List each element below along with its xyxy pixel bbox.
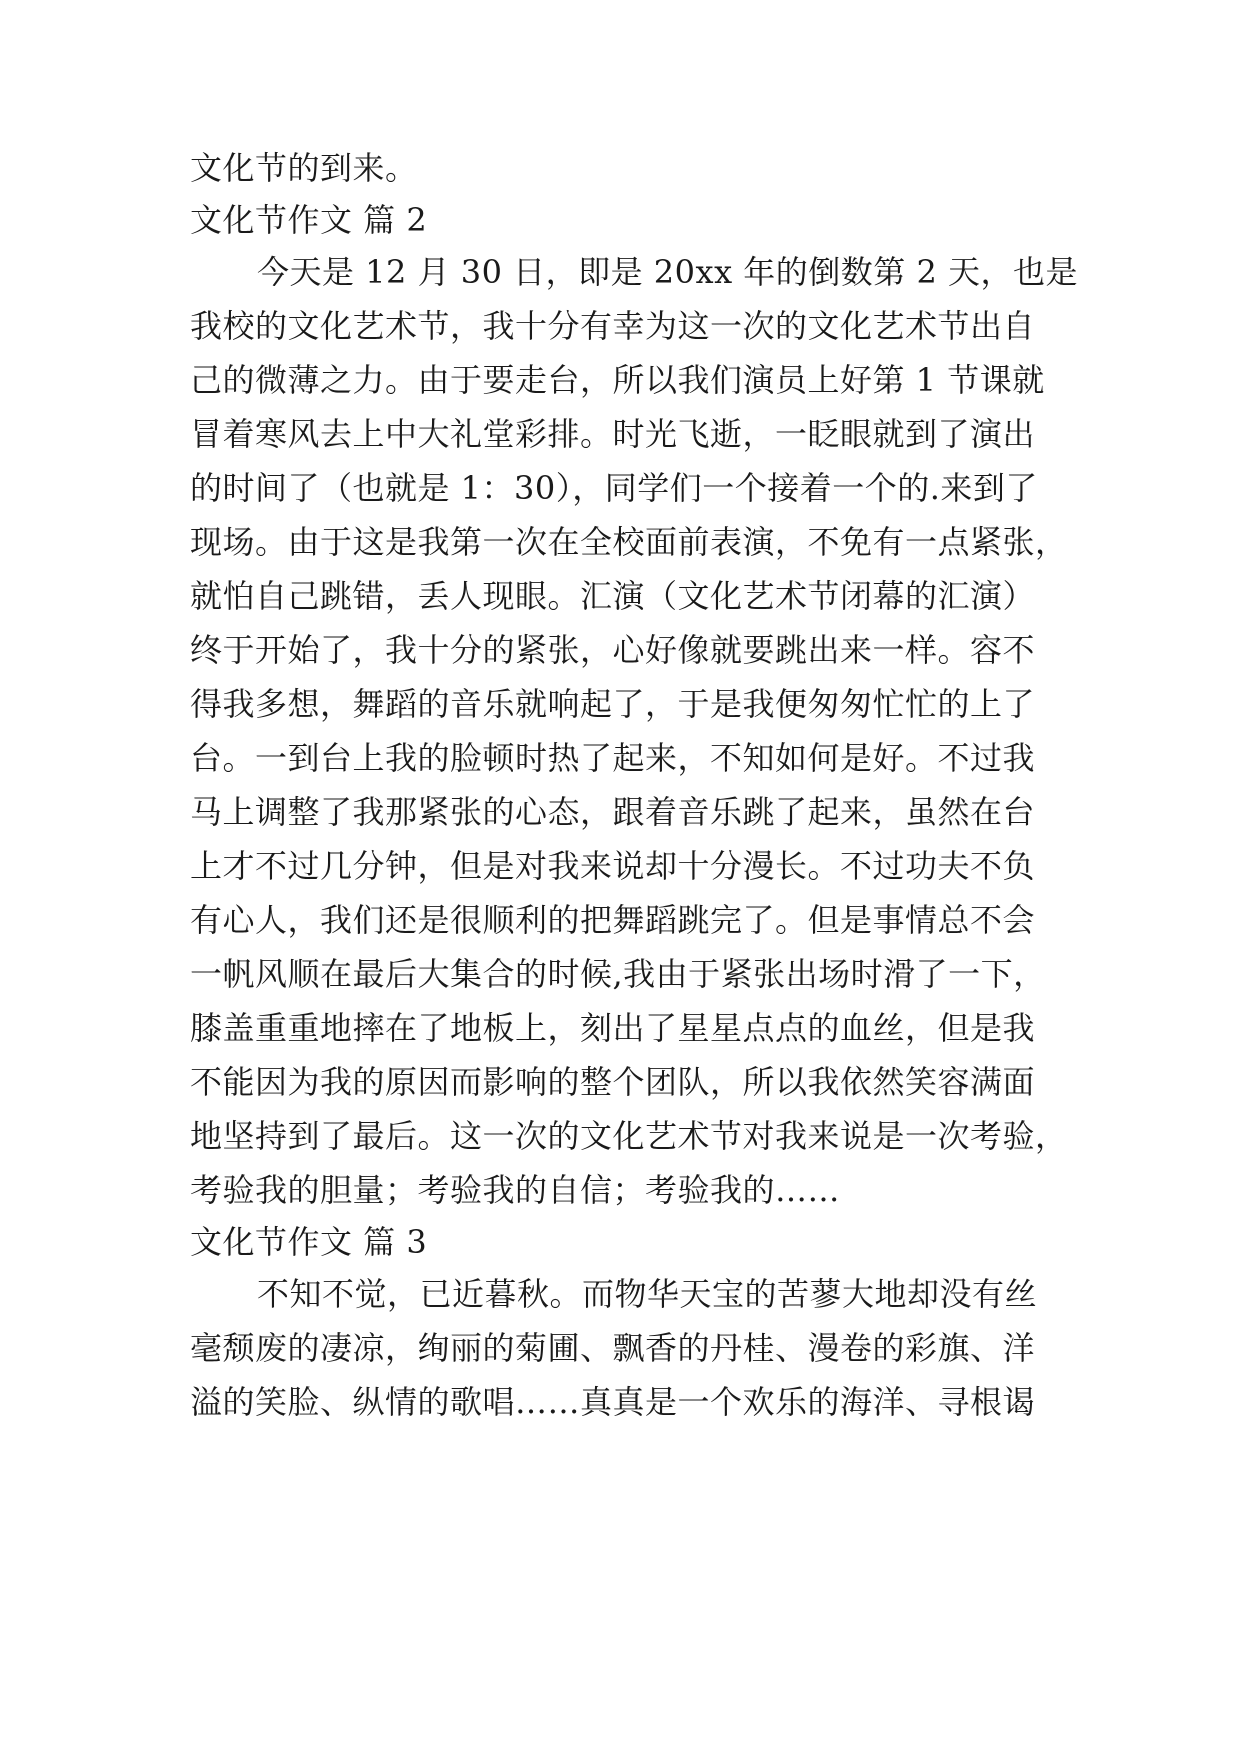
paragraph-end-line: 文化节的到来。 (190, 149, 418, 187)
paragraph-line: 上才不过几分钟，但是对我来说却十分漫长。不过功夫不负 (190, 847, 1036, 885)
paragraph-line: 得我多想，舞蹈的音乐就响起了，于是我便匆匆忙忙的上了 (190, 685, 1036, 723)
paragraph-line: 不知不觉，已近暮秋。而物华天宝的苦蓼大地却没有丝 (257, 1275, 1038, 1313)
section-heading: 文化节作文 篇 3 (190, 1223, 428, 1261)
paragraph-line: 地坚持到了最后。这一次的文化艺术节对我来说是一次考验， (190, 1117, 1068, 1155)
paragraph-line: 毫颓废的凄凉，绚丽的菊圃、飘香的丹桂、漫卷的彩旗、洋 (190, 1329, 1036, 1367)
paragraph-line: 我校的文化艺术节，我十分有幸为这一次的文化艺术节出自 (190, 307, 1036, 345)
paragraph-line: 溢的笑脸、纵情的歌唱……真真是一个欢乐的海洋、寻根谒 (190, 1383, 1036, 1421)
paragraph-line: 一帆风顺在最后大集合的时候,我由于紧张出场时滑了一下， (190, 955, 1046, 993)
paragraph-line: 的时间了（也就是 1：30），同学们一个接着一个的.来到了 (190, 469, 1038, 507)
paragraph-line: 己的微薄之力。由于要走台，所以我们演员上好第 1 节课就 (190, 361, 1045, 399)
paragraph-line: 台。一到台上我的脸顿时热了起来，不知如何是好。不过我 (190, 739, 1036, 777)
paragraph-line: 考验我的胆量；考验我的自信；考验我的…… (190, 1171, 841, 1209)
paragraph-line: 有心人，我们还是很顺利的把舞蹈跳完了。但是事情总不会 (190, 901, 1036, 939)
paragraph-line: 就怕自己跳错，丢人现眼。汇演（文化艺术节闭幕的汇演） (190, 577, 1036, 615)
paragraph-line: 今天是 12 月 30 日，即是 20xx 年的倒数第 2 天，也是 (257, 253, 1078, 291)
paragraph-line: 现场。由于这是我第一次在全校面前表演，不免有一点紧张， (190, 523, 1068, 561)
paragraph-line: 膝盖重重地摔在了地板上，刻出了星星点点的血丝，但是我 (190, 1009, 1036, 1047)
paragraph-line: 不能因为我的原因而影响的整个团队，所以我依然笑容满面 (190, 1063, 1036, 1101)
paragraph-line: 终于开始了，我十分的紧张，心好像就要跳出来一样。容不 (190, 631, 1036, 669)
paragraph-line: 马上调整了我那紧张的心态，跟着音乐跳了起来，虽然在台 (190, 793, 1036, 831)
section-heading: 文化节作文 篇 2 (190, 201, 428, 239)
paragraph-line: 冒着寒风去上中大礼堂彩排。时光飞逝，一眨眼就到了演出 (190, 415, 1036, 453)
